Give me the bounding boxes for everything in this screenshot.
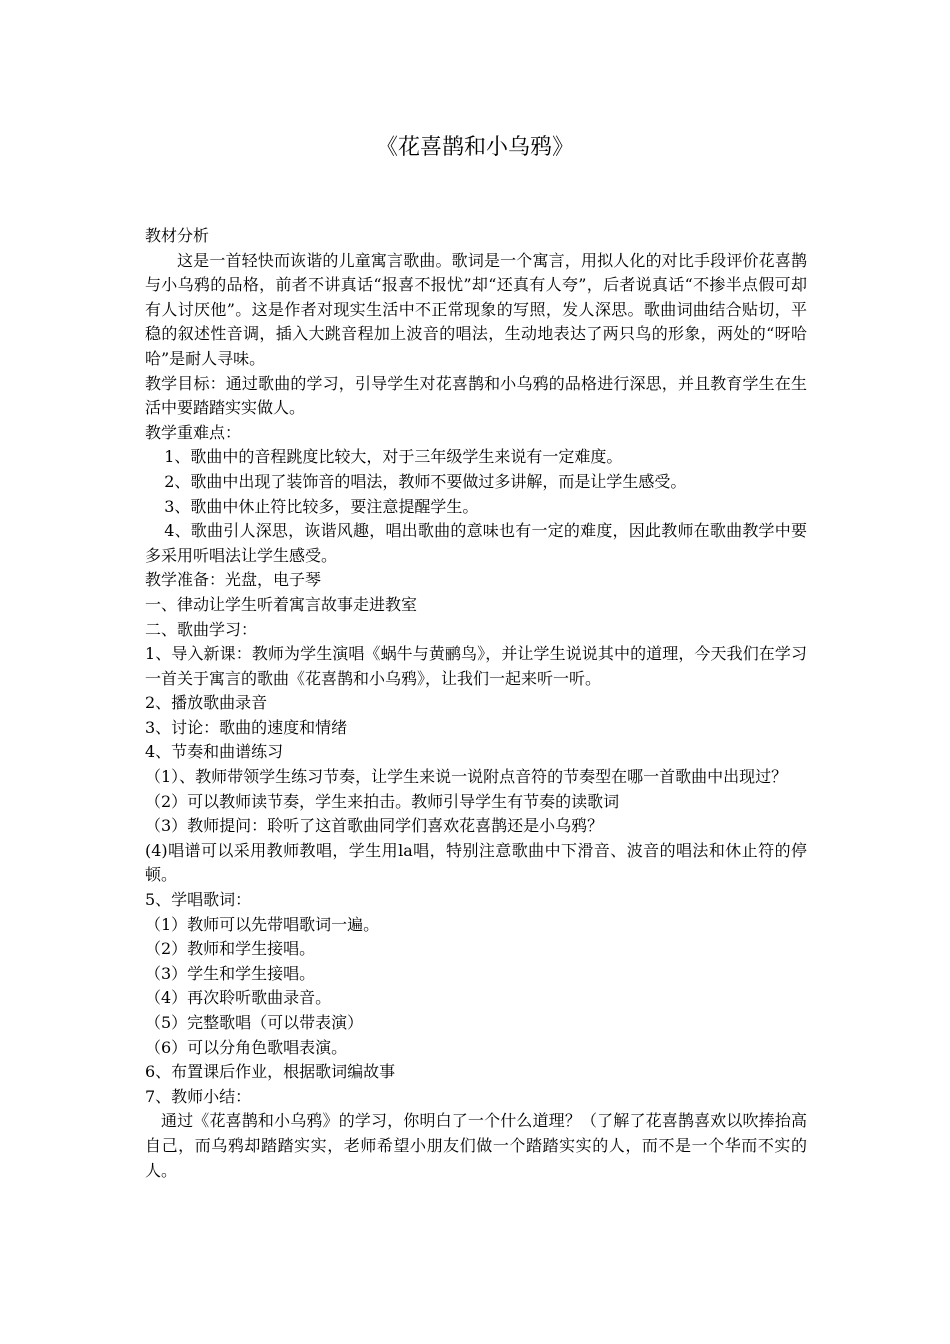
document-paragraph: 通过《花喜鹊和小乌鸦》的学习，你明白了一个什么道理？（了解了花喜鹊喜欢以吹捧抬高自己，而乌鸦却踏踏实实，老师希望小朋友们做一个踏踏实实的人，而不是一个华而不实的人。 (145, 1111, 807, 1180)
document-paragraph: 教材分析 (145, 226, 210, 245)
document-paragraph: （6）可以分角色歌唱表演。 (145, 1037, 348, 1057)
document-paragraph: 2、歌曲中出现了装饰音的唱法，教师不要做过多讲解，而是让学生感受。 (164, 471, 687, 491)
document-paragraph: （2）可以教师读节奏，学生来拍击。教师引导学生有节奏的读歌词 (145, 791, 620, 811)
document-paragraph: （1）、教师带领学生练习节奏，让学生来说一说附点音符的节奏型在哪一首歌曲中出现过？ (145, 767, 788, 787)
document-paragraph: 6、布置课后作业，根据歌词编故事 (145, 1062, 396, 1082)
document-paragraph: 教学重难点： (145, 422, 242, 442)
document-paragraph: 一、律动让学生听着寓言故事走进教室 (145, 594, 418, 614)
document-paragraph: （3）教师提问：聆听了这首歌曲同学们喜欢花喜鹊还是小乌鸦？ (145, 816, 604, 836)
document-paragraph: 7、教师小结： (145, 1086, 252, 1106)
document-paragraph: 1、导入新课：教师为学生演唱《蜗牛与黄鹂鸟》，并让学生说说其中的道理，今天我们在学习一首关于寓言的歌曲《花喜鹊和小乌鸦》，让我们一起来听一听。 (145, 644, 807, 688)
document-paragraph: 3、讨论：歌曲的速度和情绪 (145, 717, 348, 737)
document-paragraph: 4、节奏和曲谱练习 (145, 742, 284, 762)
document-paragraph: （4）再次聆听歌曲录音。 (145, 988, 332, 1008)
document-paragraph: 二、歌曲学习： (145, 619, 258, 639)
document-paragraph: (4)唱谱可以采用教师教唱，学生用la唱，特别注意歌曲中下滑音、波音的唱法和休止符的停顿。 (145, 840, 807, 885)
document-title: 《花喜鹊和小乌鸦》 (375, 135, 574, 160)
document-paragraph: 2、播放歌曲录音 (145, 693, 268, 713)
document-paragraph: 5、学唱歌词： (145, 890, 252, 910)
document-paragraph: 这是一首轻快而诙谐的儿童寓言歌曲。歌词是一个寓言，用拟人化的对比手段评价花喜鹊与小乌鸦的品格，前者不讲真话“报喜不报忧”却“还真有人夸”，后者说真话“不掺半点假可却有人讨厌他”。这是作者对现实生活中不正常现象的写照，发人深思。歌曲词曲结合贴切，平稳的叙述性音调，插入大跳音程加上波音的唱法，生动地表达了两只鸟的形象，两处的“呀哈哈”是耐人寻味。 (145, 250, 807, 368)
document-paragraph: 4、歌曲引人深思，诙谐风趣，唱出歌曲的意味也有一定的难度，因此教师在歌曲教学中要多采用听唱法让学生感受。 (145, 521, 807, 565)
document-paragraph: （1）教师可以先带唱歌词一遍。 (145, 914, 380, 934)
document-paragraph: 教学目标：通过歌曲的学习，引导学生对花喜鹊和小乌鸦的品格进行深思，并且教育学生在生活中要踏踏实实做人。 (145, 373, 807, 418)
document-paragraph: 教学准备：光盘，电子琴 (145, 570, 322, 590)
document-paragraph: （2）教师和学生接唱。 (145, 939, 316, 959)
document-body (145, 224, 807, 1183)
document-paragraph: （3）学生和学生接唱。 (145, 963, 316, 983)
document-paragraph: （5）完整歌唱（可以带表演） (145, 1013, 364, 1032)
document-paragraph: 1、歌曲中的音程跳度比较大，对于三年级学生来说有一定难度。 (164, 447, 623, 467)
document-paragraph: 3、歌曲中休止符比较多，要注意提醒学生。 (164, 496, 479, 516)
